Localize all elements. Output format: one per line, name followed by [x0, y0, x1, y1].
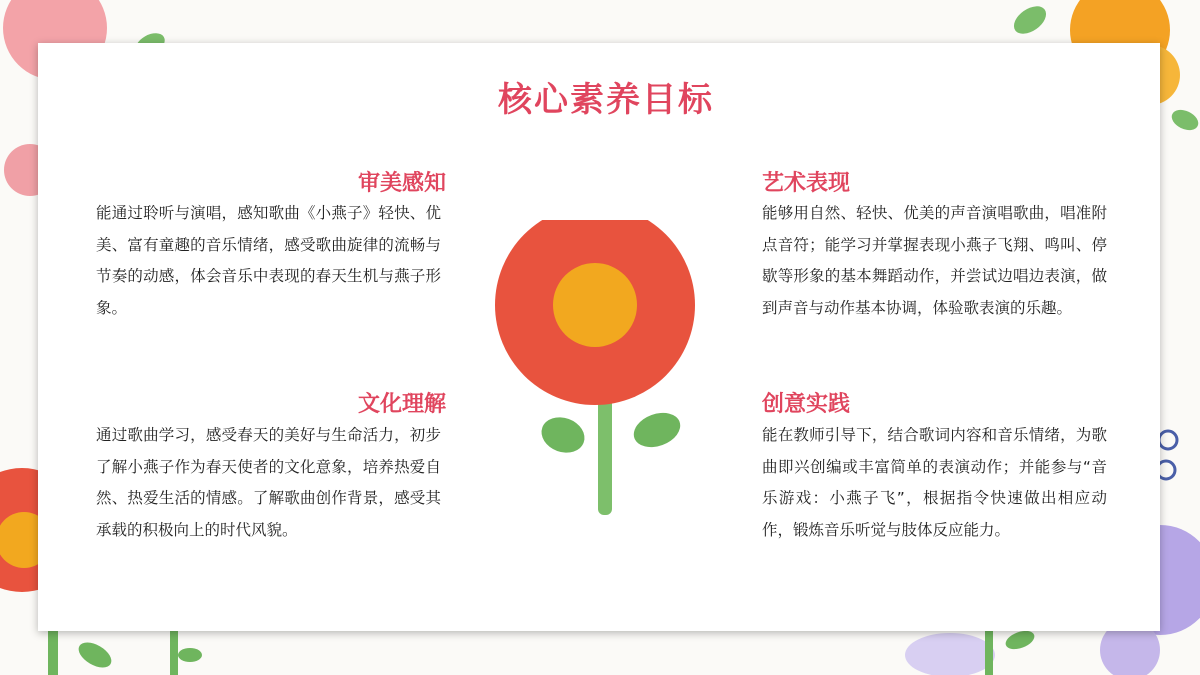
section-heading-creative-practice: 创意实践 [762, 392, 851, 417]
section-body-artistic-expression: 能够用自然、轻快、优美的声音演唱歌曲，唱准附点音符；能学习并掌握表现小燕子飞翔、鸣叫、停歇等形象的基本舞蹈动作，并尝试边唱边表演，做到声音与动作基本协调，体验歌表演的乐趣。 [762, 204, 1107, 317]
page-title: 核心素养目标 [498, 80, 714, 120]
section-heading-artistic-expression: 艺术表现 [762, 171, 851, 196]
section-body-cultural-understanding: 通过歌曲学习，感受春天的美好与生命活力，初步了解小燕子作为春天使者的文化意象，培养热爱自然、热爱生活的情感。了解歌曲创作背景，感受其承载的积极向上的时代风貌。 [96, 426, 441, 539]
section-heading-cultural-understanding: 文化理解 [357, 392, 446, 417]
section-body-creative-practice: 能在教师引导下，结合歌词内容和音乐情绪，为歌曲即兴创编或丰富简单的表演动作；并能参与“音乐游戏：小燕子飞”，根据指令快速做出相应动作，锻炼音乐听觉与肢体反应能力。 [762, 426, 1107, 539]
section-body-aesthetic-perception: 能通过聆听与演唱，感知歌曲《小燕子》轻快、优美、富有童趣的音乐情绪，感受歌曲旋律的流畅与节奏的动感，体会音乐中表现的春天生机与燕子形象。 [96, 204, 441, 317]
section-heading-aesthetic-perception: 审美感知 [357, 171, 446, 196]
center-flower-illustration [485, 220, 705, 520]
